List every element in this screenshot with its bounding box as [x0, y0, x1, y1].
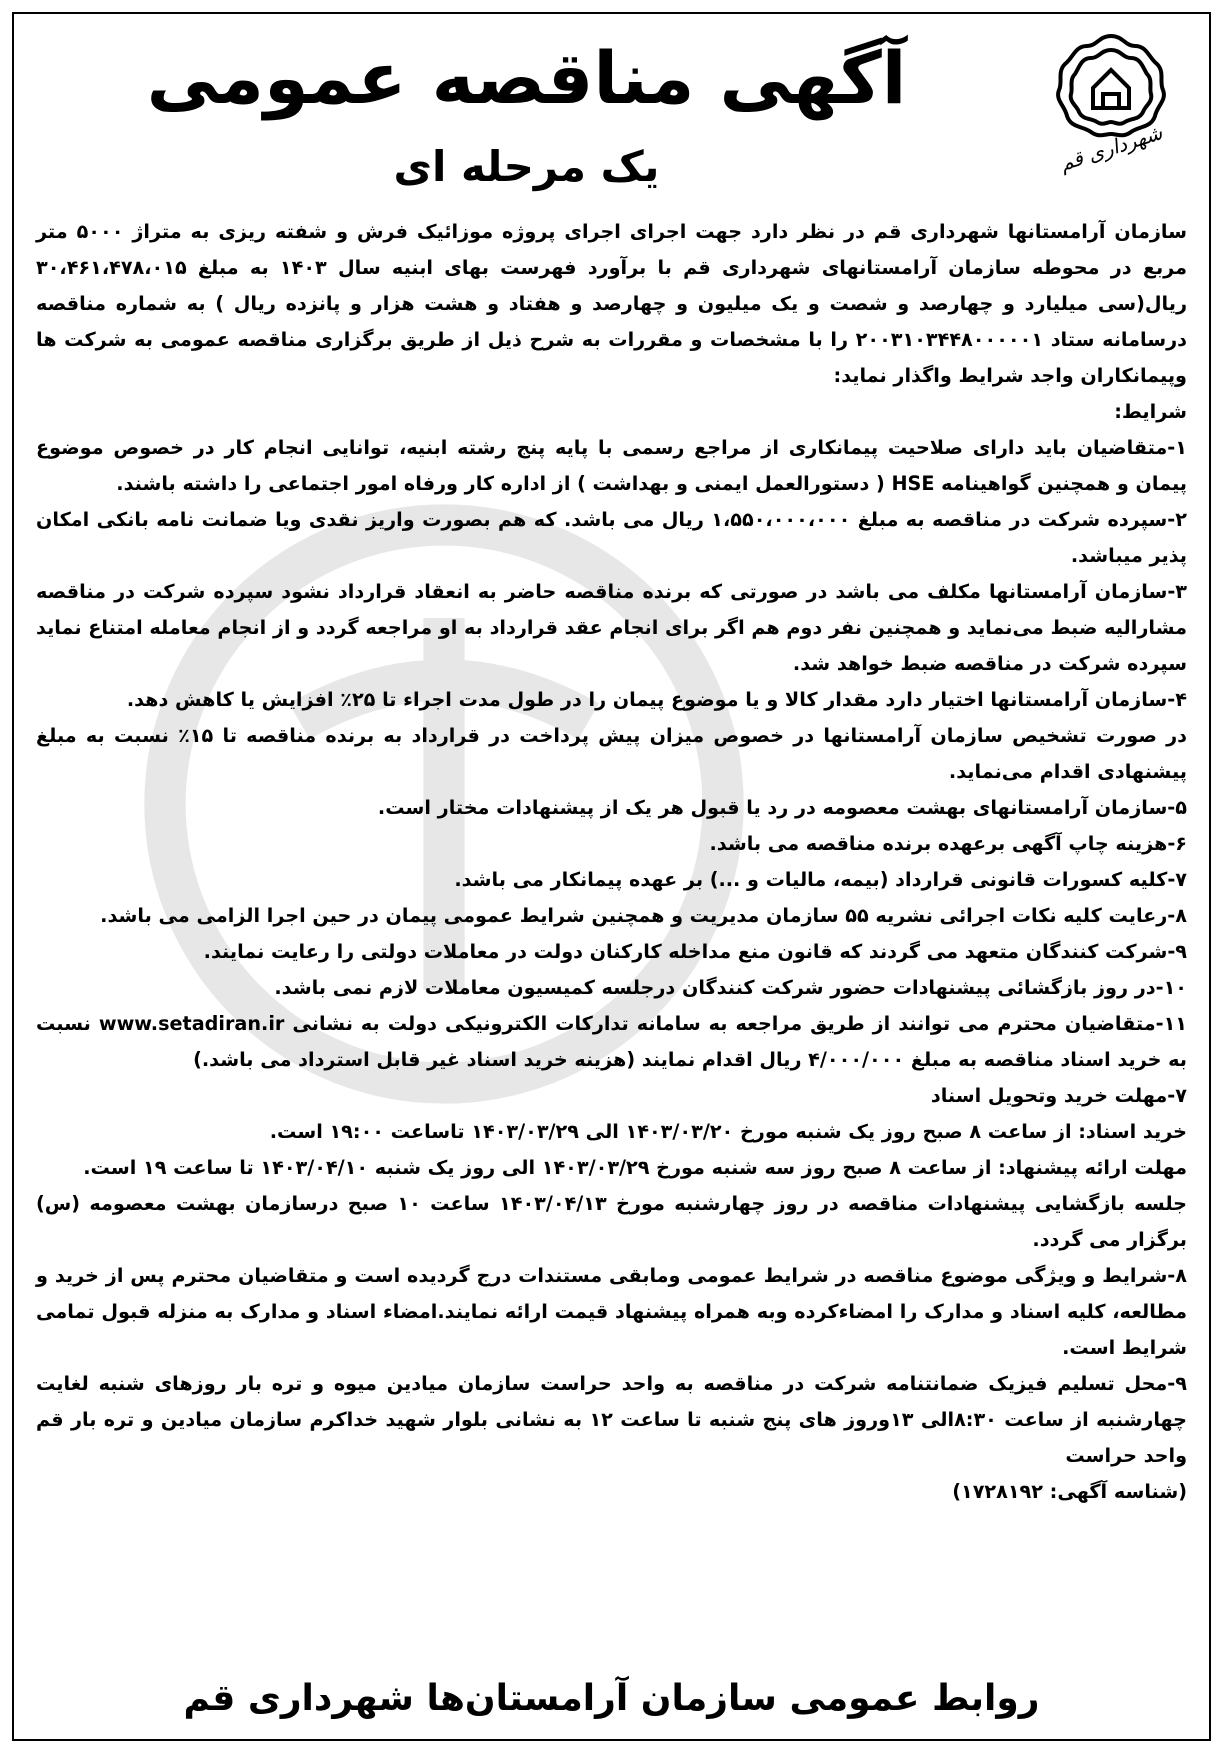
municipality-logo	[1041, 30, 1181, 200]
condition-item: جلسه بازگشایی پیشنهادات مناقصه در روز چهارشنبه مورخ ۱۴۰۳/۰۴/۱۳ ساعت ۱۰ صبح درسازمان بهشت معصومه (س) برگزار می گردد.	[36, 1192, 1187, 1251]
condition-item: ۳-سازمان آرامستانها مکلف می باشد در صورتی که برنده مناقصه حاضر به انعقاد قرارداد نشود سپرده شرکت در مناقصه مشارالیه ضبط می‌نماید و همچنین نفر دوم هم اگر برای انجام عقد قرارداد به او مراجعه گردد و از انجام معامله امتناع نماید سپرده شرکت در مناقصه ضبط خواهد شد.	[36, 580, 1187, 675]
logo-caption: شهرداری قم	[1056, 120, 1166, 176]
condition-item: ۸-شرایط و ویژگی موضوع مناقصه در شرایط عمومی ومابقی مستندات درج گردیده است و متقاضیان محترم پس از خرید و مطالعه، کلیه اسناد و مدارک را امضاءکرده وبه همراه پیشنهاد قیمت ارائه نمایند.امضاء اسناد و مدارک به منزله قبول تمامی شرایط است.	[36, 1264, 1187, 1359]
condition-item: ۸-رعایت کلیه نکات اجرائی نشریه ۵۵ سازمان مدیریت و همچنین شرایط عمومی پیمان در حین اجرا الزامی می باشد.	[100, 904, 1187, 927]
condition-item: ۱۰-در روز بازگشائی پیشنهادات حضور شرکت کنندگان درجلسه کمیسیون معاملات لازم نمی باشد.	[274, 976, 1187, 999]
condition-item: ۶-هزینه چاپ آگهی برعهده برنده مناقصه می باشد.	[709, 832, 1187, 855]
condition-item: ۷-کلیه کسورات قانونی قرارداد (بیمه، مالیات و ...) بر عهده پیمانکار می باشد.	[454, 868, 1187, 891]
footer-signature: روابط عمومی سازمان آرامستان‌ها شهرداری قم	[183, 1678, 1040, 1719]
condition-item: خرید اسناد: از ساعت ۸ صبح روز یک شنبه مورخ ۱۴۰۳/۰۳/۲۰ الی ۱۴۰۳/۰۳/۲۹ تاساعت ۱۹:۰۰ است.	[269, 1120, 1187, 1143]
condition-item: ۱-متقاضیان باید دارای صلاحیت پیمانکاری از مراجع رسمی با پایه پنج رشته ابنیه، توانایی انجام کار در خصوص موضوع پیمان و همچنین گواهینامه HSE ( دستورالعمل ایمنی و بهداشت ) از اداره کار ورفاه امور اجتماعی را داشته باشند.	[36, 436, 1187, 495]
conditions-heading: شرایط:	[1114, 400, 1187, 423]
condition-item: ۴-سازمان آرامستانها اختیار دارد مقدار کالا و یا موضوع پیمان را در طول مدت اجراء تا ۲۵٪ افزایش یا کاهش دهد.	[126, 688, 1187, 711]
condition-item: ۹-شرکت کنندگان متعهد می گردند که قانون منع مداخله کارکنان دولت در معاملات دولتی را رعایت نمایند.	[203, 940, 1187, 963]
condition-item: ۱۱-متقاضیان محترم می توانند از طریق مراجعه به سامانه تدارکات الکترونیکی دولت به نشانی www.setadiran.ir نسبت به خرید اسناد مناقصه به مبلغ ۴/۰۰۰/۰۰۰ ریال اقدام نمایند (هزینه خرید اسناد غیر قابل استرداد می باشد.)	[36, 1012, 1187, 1071]
header	[14, 14, 1209, 214]
condition-item: ۹-محل تسلیم فیزیک ضمانتنامه شرکت در مناقصه به واحد حراست سازمان میادین میوه و تره بار روزهای شنبه لغایت چهارشنبه از ساعت ۸:۳۰الی ۱۳وروز های پنج شنبه تا ساعت ۱۲ به نشانی بلوار شهید خداکرم سازمان میادین و تره بار قم واحد حراست	[36, 1372, 1188, 1467]
condition-item: ۲-سپرده شرکت در مناقصه به مبلغ ۱،۵۵۰،۰۰۰،۰۰۰ ریال می باشد. که هم بصورت واریز نقدی ویا ضمانت نامه بانکی امکان پذیر میباشد.	[36, 508, 1187, 567]
notice-frame	[12, 12, 1211, 1741]
condition-item: در صورت تشخیص سازمان آرامستانها در خصوص میزان پیش پرداخت در قرارداد به برنده مناقصه تا ۱۵٪ نسبت به مبلغ پیشنهادی اقدام می‌نماید.	[36, 724, 1187, 783]
notice-body	[36, 214, 1187, 1639]
condition-item: مهلت ارائه پیشنهاد: از ساعت ۸ صبح روز سه شنبه مورخ ۱۴۰۳/۰۳/۲۹ الی روز یک شنبه ۱۴۰۳/۰۴/۱۰ تا ساعت ۱۹ است.	[83, 1156, 1187, 1179]
ad-id: (شناسه آگهی: ۱۷۲۸۱۹۲)	[952, 1480, 1187, 1503]
condition-item: ۵-سازمان آرامستانهای بهشت معصومه در رد یا قبول هر یک از پیشنهادات مختار است.	[377, 796, 1187, 819]
condition-item: ۷-مهلت خرید وتحویل اسناد	[930, 1084, 1187, 1107]
intro-paragraph: سازمان آرامستانها شهرداری قم در نظر دارد جهت اجرای اجرای پروژه موزائیک فرش و شفته ریزی به متراژ ۵۰۰۰ متر مربع در محوطه سازمان آرامستانهای شهرداری قم با برآورد فهرست بهای ابنیه سال ۱۴۰۳ به مبلغ ۳۰،۴۶۱،۴۷۸،۰۱۵ ریال(سی میلیارد و چهارصد و شصت و یک میلیون و چهارصد و هفتاد و هشت هزار و پانزده ریال ) به شماره مناقصه درسامانه ستاد ۲۰۰۳۱۰۳۴۴۸۰۰۰۰۰۱ را با مشخصات و مقررات به شرح ذیل از طریق برگزاری مناقصه عمومی به شرکت ها وپیمانکاران واجد شرایط واگذار نماید:	[36, 220, 1187, 387]
notice-subtitle: یک مرحله ای	[393, 142, 660, 191]
notice-title: آگهی مناقصه عمومی	[146, 36, 907, 120]
